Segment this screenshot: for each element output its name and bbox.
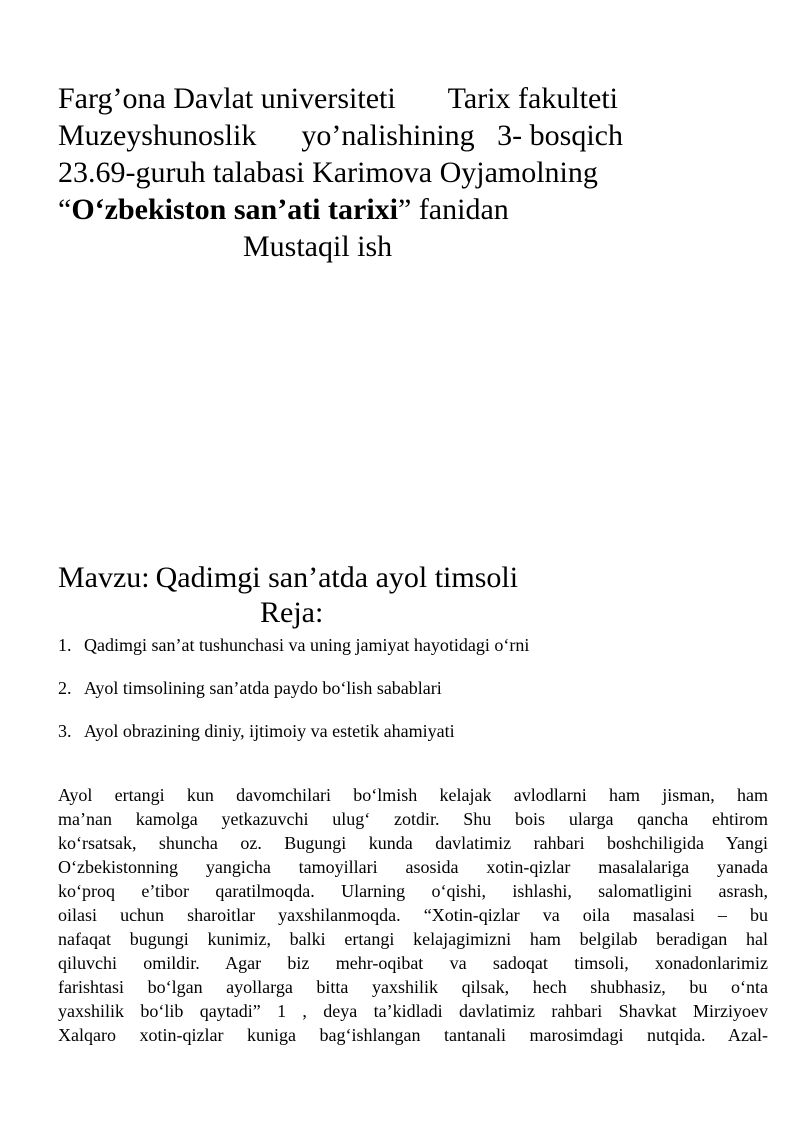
- body-line: yaxshilik bo‘lib qaytadi” 1 , deya ta’kidladi davlatimiz rahbari Shavkat Mirziyoev: [58, 1001, 768, 1021]
- plan-item-number: 3.: [58, 721, 72, 741]
- work-type: Mustaqil ish: [243, 230, 393, 263]
- plan-item-text: Ayol timsolining san’atda paydo bo‘lish sabablari: [84, 678, 442, 698]
- topic-block: [58, 560, 758, 630]
- plan-list: [58, 632, 758, 761]
- body-line: oilasi uchun sharoitlar yaxshilanmoqda. “Xotin-qizlar va oila masalasi – bu: [58, 905, 768, 925]
- plan-item-text: Qadimgi san’at tushunchasi va uning jamiyat hayotidagi o‘rni: [84, 635, 530, 655]
- title-block: [58, 80, 758, 265]
- title-line-1: [58, 80, 758, 117]
- direction-suffix: yo’nalishining: [301, 119, 475, 152]
- body-line: nafaqat bugungi kunimiz, balki ertangi kelajagimizni ham belgilab beradigan hal: [58, 929, 768, 949]
- course-label: 3- bosqich: [497, 119, 623, 152]
- body-line: farishtasi bo‘lgan ayollarga bitta yaxshilik qilsak, hech shubhasiz, bu o‘nta: [58, 977, 768, 997]
- body-line: ko‘proq e’tibor qaratilmoqda. Ularning o‘qishi, ishlashi, salomatligini asrash,: [58, 881, 768, 901]
- body-line: Xalqaro xotin-qizlar kuniga bag‘ishlangan tantanali marosimdagi nutqida. Azal-: [58, 1025, 768, 1045]
- plan-item: [58, 718, 758, 761]
- plan-title: Reja:: [260, 596, 324, 629]
- group-line: 23.69-guruh talabasi Karimova Oyjamolning: [58, 156, 598, 189]
- body-line: ko‘rsatsak, shuncha oz. Bugungi kunda davlatimiz rahbari boshchiligida Yangi: [58, 833, 768, 853]
- subject-name: O‘zbekiston san’ati tarixi: [71, 193, 398, 226]
- university-name: Farg’ona Davlat universiteti: [58, 82, 396, 115]
- plan-item: [58, 675, 758, 718]
- body-paragraph: [58, 783, 768, 1047]
- body-line: qiluvchi omildir. Agar biz mehr-oqibat va sadoqat timsoli, xonadonlarimiz: [58, 953, 768, 973]
- body-line: ma’nan kamolga yetkazuvchi ulug‘ zotdir. Shu bois ularga qancha ehtirom: [58, 809, 768, 829]
- plan-item-text: Ayol obrazining diniy, ijtimoiy va estetik ahamiyati: [84, 721, 455, 741]
- plan-item-number: 1.: [58, 635, 72, 655]
- direction-name: Muzeyshunoslik: [58, 119, 257, 152]
- plan-item-number: 2.: [58, 678, 72, 698]
- body-line: O‘zbekistonning yangicha tamoyillari asosida xotin-qizlar masalalariga yanada: [58, 857, 768, 877]
- body-line: Ayol ertangi kun davomchilari bo‘lmish kelajak avlodlarni ham jisman, ham: [58, 785, 768, 805]
- subject-line: “O‘zbekiston san’ati tarixi” fanidan: [58, 193, 509, 226]
- topic-label: Mavzu:: [58, 561, 150, 594]
- faculty-name: Tarix fakulteti: [447, 82, 619, 115]
- plan-item: [58, 632, 758, 675]
- topic-title: Qadimgi san’atda ayol timsoli: [155, 561, 519, 594]
- topic-line: [58, 560, 758, 595]
- title-line-2: [58, 117, 758, 154]
